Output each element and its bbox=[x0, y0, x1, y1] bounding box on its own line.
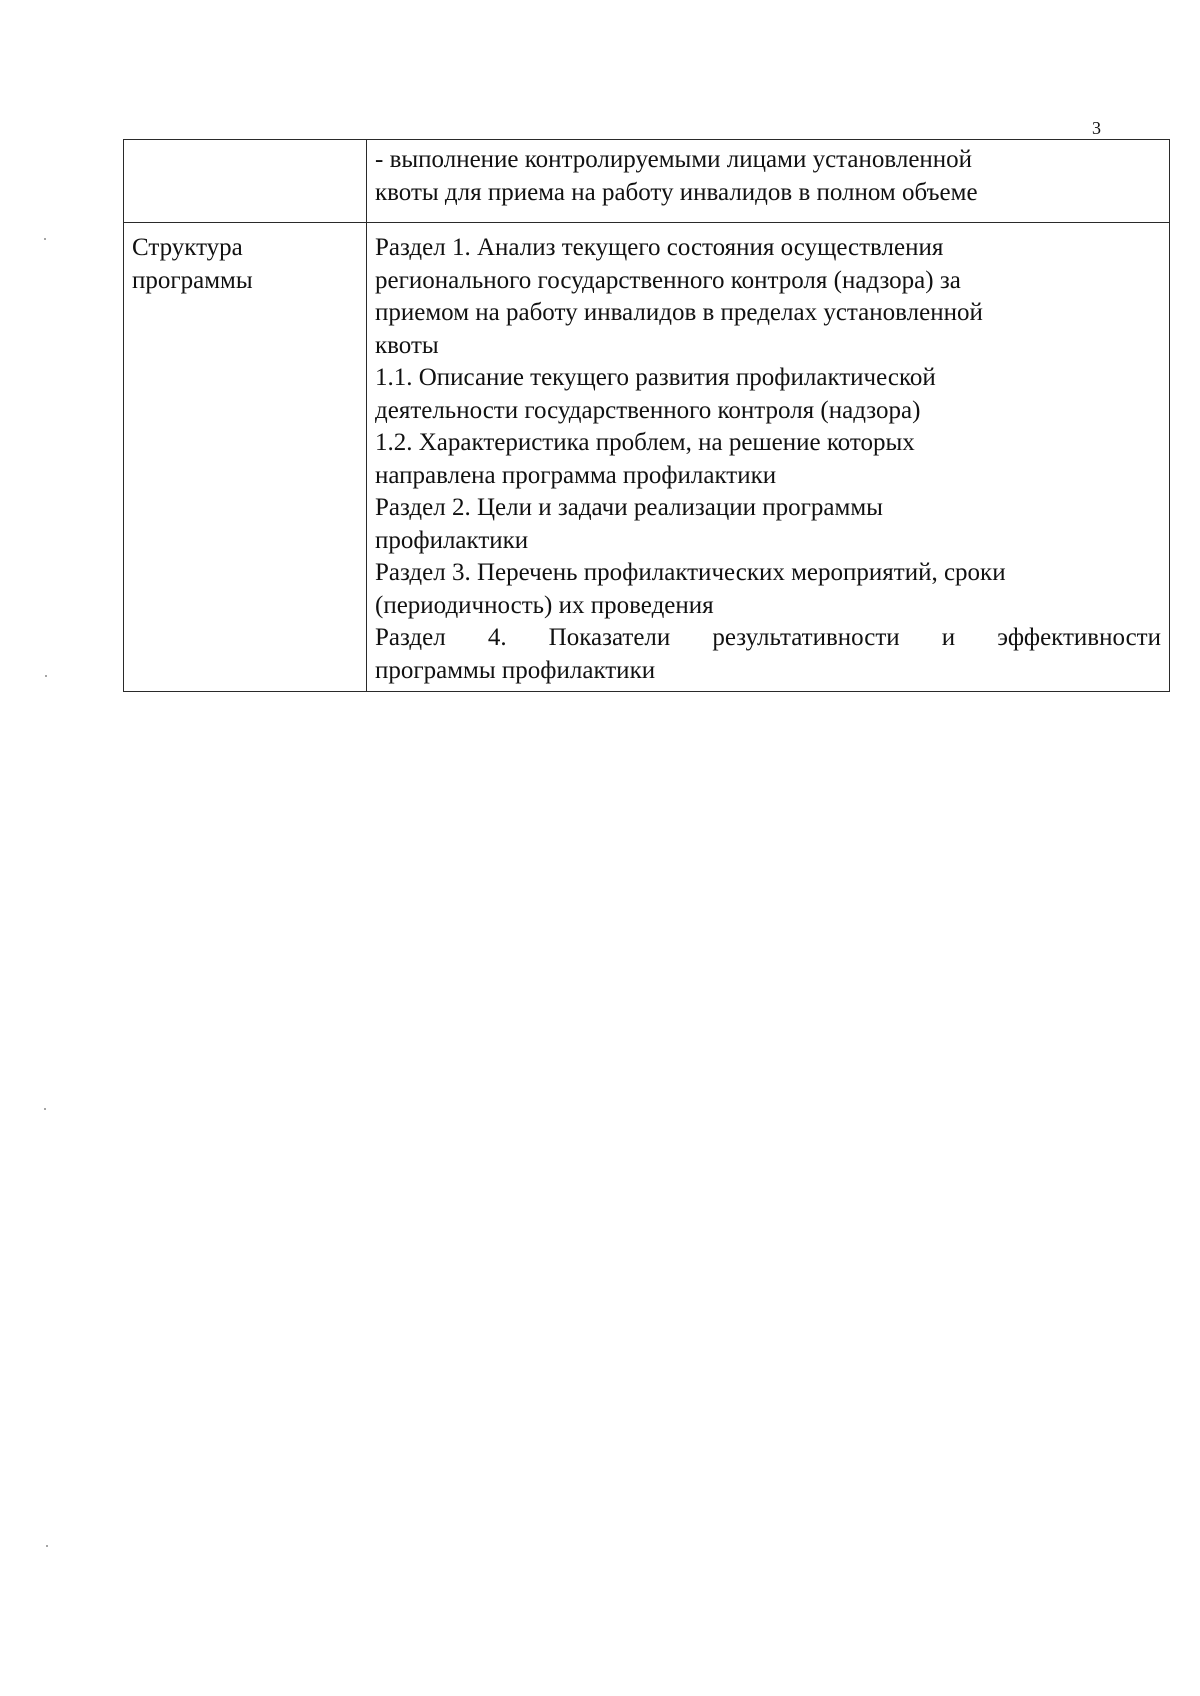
program-table bbox=[123, 139, 1170, 692]
scan-speck bbox=[44, 1108, 46, 1110]
content-line: деятельности государственного контроля (надзора) bbox=[375, 396, 921, 424]
content-line: (периодичность) их проведения bbox=[375, 591, 714, 619]
content-line: профилактики bbox=[375, 526, 529, 554]
content-line: приемом на работу инвалидов в пределах установленной bbox=[375, 299, 983, 326]
content-line: направлена программа профилактики bbox=[375, 461, 777, 489]
content-line: - выполнение контролируемыми лицами установленной bbox=[375, 146, 973, 173]
scan-speck bbox=[46, 1545, 48, 1547]
content-cell bbox=[367, 140, 1170, 223]
label-cell bbox=[124, 140, 367, 223]
table-row bbox=[124, 223, 1170, 692]
content-line: Раздел 1. Анализ текущего состояния осуществления bbox=[375, 234, 944, 261]
content-line: Раздел 3. Перечень профилактических мероприятий, сроки bbox=[375, 559, 1006, 586]
scan-speck bbox=[45, 675, 47, 677]
table-row bbox=[124, 140, 1170, 223]
content-line: квоты для приема на работу инвалидов в полном объеме bbox=[375, 178, 978, 206]
content-cell bbox=[367, 223, 1170, 692]
content-line: Раздел 2. Цели и задачи реализации программы bbox=[375, 494, 883, 521]
label-line: программы bbox=[132, 266, 253, 294]
label-line: Структура bbox=[132, 234, 243, 261]
scan-speck bbox=[44, 238, 46, 240]
label-cell bbox=[124, 223, 367, 692]
page-number: 3 bbox=[1092, 118, 1101, 138]
content-line: регионального государственного контроля (надзора) за bbox=[375, 266, 961, 294]
content-line: квоты bbox=[375, 331, 439, 359]
content-line: 1.1. Описание текущего развития профилактической bbox=[375, 364, 936, 391]
content-line: программы профилактики bbox=[375, 656, 656, 684]
content-line: 1.2. Характеристика проблем, на решение которых bbox=[375, 429, 915, 456]
content-line: Раздел 4. Показатели результативности и эффективности bbox=[375, 624, 1161, 651]
